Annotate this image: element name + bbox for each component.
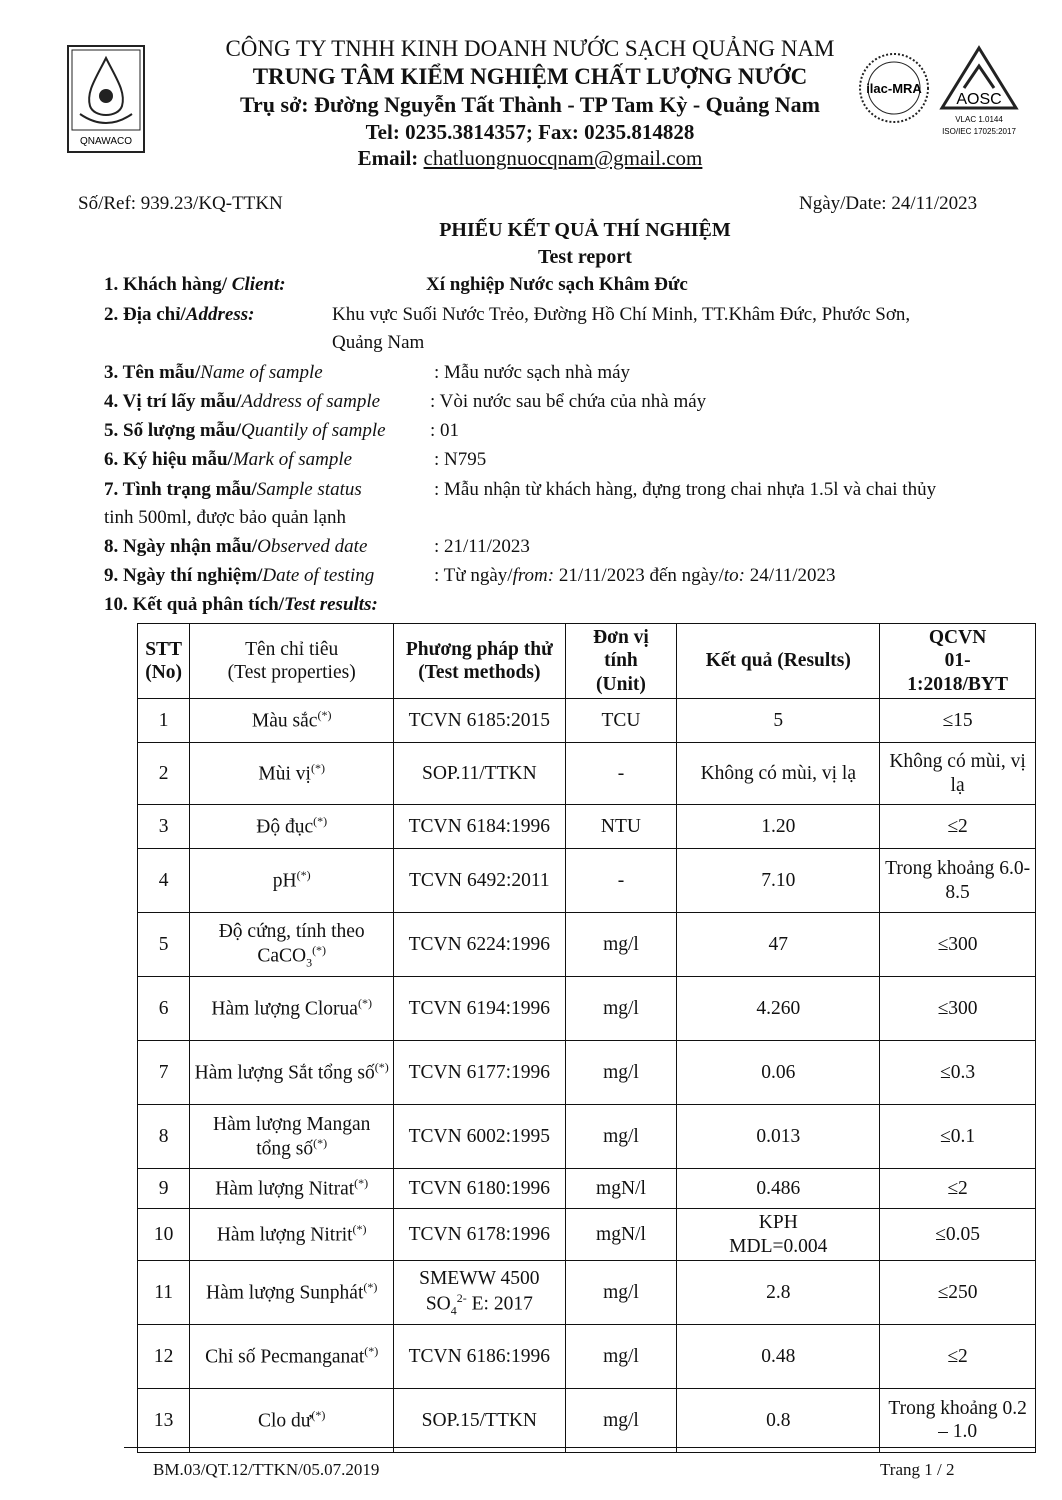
row-unit: TCU (565, 699, 677, 743)
row-property: Clo dư(*) (190, 1388, 394, 1452)
page-subtitle: Test report (538, 246, 632, 268)
row-unit: - (565, 849, 677, 913)
header-methods: Phương pháp thử (Test methods) (394, 624, 565, 699)
table-row (138, 1105, 1036, 1169)
row-result: 0.013 (677, 1105, 880, 1169)
row-unit: mg/l (565, 1041, 677, 1105)
row-property: Hàm lượng Sunphát(*) (190, 1260, 394, 1324)
sample-status-value-2: tinh 500ml, được bảo quản lạnh (104, 507, 346, 528)
row-no: 2 (138, 743, 190, 805)
table-row (138, 1324, 1036, 1388)
table-row (138, 913, 1036, 977)
row-property: Hàm lượng Sắt tổng số(*) (190, 1041, 394, 1105)
row-method: SOP.11/TTKN (394, 743, 565, 805)
row-no: 4 (138, 849, 190, 913)
row-unit: mg/l (565, 1105, 677, 1169)
row-method: TCVN 6178:1996 (394, 1209, 565, 1261)
table-header-row (138, 624, 1036, 699)
row-method: TCVN 6224:1996 (394, 913, 565, 977)
testing-date-label: 9. Ngày thí nghiệm/Date of testing (104, 565, 375, 586)
table-row (138, 1041, 1036, 1105)
header-stt: STT (No) (138, 624, 190, 699)
row-no: 1 (138, 699, 190, 743)
row-limit: Không có mùi, vị lạ (880, 743, 1036, 805)
row-limit: ≤2 (880, 1324, 1036, 1388)
row-result: 1.20 (677, 805, 880, 849)
table-row (138, 1169, 1036, 1209)
row-no: 11 (138, 1260, 190, 1324)
row-unit: NTU (565, 805, 677, 849)
row-method: SOP.15/TTKN (394, 1388, 565, 1452)
address-value-1: Khu vực Suối Nước Trẻo, Đường Hồ Chí Minh, TT.Khâm Đức, Phước Sơn, (332, 304, 911, 325)
row-limit: ≤0.1 (880, 1105, 1036, 1169)
observed-date-label: 8. Ngày nhận mẫu/Observed date (104, 536, 368, 557)
row-method: TCVN 6185:2015 (394, 699, 565, 743)
email-label: Email: (357, 146, 424, 170)
row-no: 3 (138, 805, 190, 849)
client-label: 1. Khách hàng/ Client: (104, 274, 286, 295)
row-limit: Trong khoảng 0.2 – 1.0 (880, 1388, 1036, 1452)
client-value: Xí nghiệp Nước sạch Khâm Đức (426, 274, 688, 295)
sample-name-label: 3. Tên mẫu/Name of sample (104, 362, 323, 383)
svg-text:AOSC: AOSC (956, 91, 1002, 108)
row-property: Màu sắc(*) (190, 699, 394, 743)
row-result: 0.8 (677, 1388, 880, 1452)
table-row (138, 849, 1036, 913)
row-unit: mg/l (565, 977, 677, 1041)
row-limit: ≤300 (880, 913, 1036, 977)
svg-text:ilac-MRA: ilac-MRA (866, 81, 922, 96)
center-name: TRUNG TÂM KIỂM NGHIỆM CHẤT LƯỢNG NƯỚC (252, 64, 808, 89)
svg-text:VLAC 1.0144: VLAC 1.0144 (955, 115, 1003, 124)
row-no: 6 (138, 977, 190, 1041)
row-method: TCVN 6177:1996 (394, 1041, 565, 1105)
row-unit: mgN/l (565, 1169, 677, 1209)
table-row (138, 1388, 1036, 1452)
row-limit: ≤250 (880, 1260, 1036, 1324)
row-limit: ≤0.3 (880, 1041, 1036, 1105)
page-number: Trang 1 / 2 (880, 1460, 955, 1479)
svg-text:QNAWACO: QNAWACO (79, 136, 133, 147)
form-code: BM.03/QT.12/TTKN/05.07.2019 (153, 1460, 380, 1479)
table-row (138, 743, 1036, 805)
sample-quantity-label: 5. Số lượng mẫu/Quantily of sample (104, 420, 386, 441)
row-property: Hàm lượng Nitrat(*) (190, 1169, 394, 1209)
sample-status-value-1: : Mẫu nhận từ khách hàng, đựng trong chai nhựa 1.5l và chai thủy (434, 479, 937, 500)
row-property: Hàm lượng Clorua(*) (190, 977, 394, 1041)
svg-text:ISO/IEC 17025:2017: ISO/IEC 17025:2017 (942, 127, 1016, 136)
row-property: Chỉ số Pecmanganat(*) (190, 1324, 394, 1388)
row-result: 47 (677, 913, 880, 977)
row-property: pH(*) (190, 849, 394, 913)
sample-location-label: 4. Vị trí lấy mẫu/Address of sample (104, 391, 381, 412)
row-result: 7.10 (677, 849, 880, 913)
client-row (104, 274, 286, 296)
results-table (137, 623, 1036, 1453)
row-no: 8 (138, 1105, 190, 1169)
header-email-line (150, 146, 910, 171)
row-no: 10 (138, 1209, 190, 1261)
footer-divider (124, 1447, 1036, 1448)
sample-name-value: : Mẫu nước sạch nhà máy (434, 362, 631, 383)
row-property: Độ đục(*) (190, 805, 394, 849)
row-method: TCVN 6002:1995 (394, 1105, 565, 1169)
email-link[interactable]: chatluongnuocqnam@gmail.com (423, 146, 703, 170)
row-property: Mùi vị(*) (190, 743, 394, 805)
row-result: 0.06 (677, 1041, 880, 1105)
row-property: Hàm lượng Mangan tổng số(*) (190, 1105, 394, 1169)
report-date: Ngày/Date: 24/11/2023 (799, 193, 978, 214)
table-row (138, 1260, 1036, 1324)
row-unit: mg/l (565, 913, 677, 977)
header-result: Kết quả (Results) (677, 624, 880, 699)
row-property: Độ cứng, tính theo CaCO$_3$(*) (190, 913, 394, 977)
header-unit: Đơn vị tính (Unit) (565, 624, 677, 699)
row-result: Không có mùi, vị lạ (677, 743, 880, 805)
row-method: SMEWW 4500 $SO_4^{2-}$ E: 2017 (394, 1260, 565, 1324)
table-row (138, 699, 1036, 743)
address-value-2: Quảng Nam (332, 332, 425, 353)
row-no: 7 (138, 1041, 190, 1105)
address-label: 2. Địa chỉ/Address: (104, 304, 255, 325)
table-row (138, 977, 1036, 1041)
page-title: PHIẾU KẾT QUẢ THÍ NGHIỆM (439, 219, 731, 241)
header-properties: Tên chỉ tiêu (Test properties) (190, 624, 394, 699)
aosc-logo (934, 44, 1024, 140)
table-row (138, 1209, 1036, 1261)
company-logo (66, 44, 146, 154)
row-method: TCVN 6180:1996 (394, 1169, 565, 1209)
row-unit: mgN/l (565, 1209, 677, 1261)
row-unit: mg/l (565, 1324, 677, 1388)
sample-mark-label: 6. Ký hiệu mẫu/Mark of sample (104, 449, 353, 470)
company-name: CÔNG TY TNHH KINH DOANH NƯỚC SẠCH QUẢNG NAM (225, 36, 835, 61)
row-unit: mg/l (565, 1260, 677, 1324)
row-limit: ≤2 (880, 1169, 1036, 1209)
row-result: 2.8 (677, 1260, 880, 1324)
row-limit: ≤300 (880, 977, 1036, 1041)
results-label: 10. Kết quả phân tích/Test results: (104, 594, 378, 615)
row-no: 13 (138, 1388, 190, 1452)
row-limit: ≤2 (880, 805, 1036, 849)
sample-location-value: : Vòi nước sau bể chứa của nhà máy (430, 391, 707, 412)
row-method: TCVN 6184:1996 (394, 805, 565, 849)
row-property: Hàm lượng Nitrit(*) (190, 1209, 394, 1261)
row-result: 5 (677, 699, 880, 743)
sample-mark-value: : N795 (434, 449, 487, 470)
row-unit: - (565, 743, 677, 805)
row-unit: mg/l (565, 1388, 677, 1452)
table-row (138, 805, 1036, 849)
row-limit: ≤0.05 (880, 1209, 1036, 1261)
row-result: KPH MDL=0.004 (677, 1209, 880, 1261)
row-limit: Trong khoảng 6.0-8.5 (880, 849, 1036, 913)
row-no: 5 (138, 913, 190, 977)
header-tel: Tel: 0235.3814357; Fax: 0235.814828 (365, 120, 695, 144)
sample-status-label: 7. Tình trạng mẫu/Sample status (104, 479, 362, 500)
row-result: 0.48 (677, 1324, 880, 1388)
row-result: 4.260 (677, 977, 880, 1041)
row-result: 0.486 (677, 1169, 880, 1209)
row-no: 12 (138, 1324, 190, 1388)
row-no: 9 (138, 1169, 190, 1209)
row-method: TCVN 6194:1996 (394, 977, 565, 1041)
header-qcvn: QCVN 01- 1:2018/BYT (880, 624, 1036, 699)
sample-quantity-value: : 01 (430, 420, 460, 441)
header-address: Trụ sở: Đường Nguyễn Tất Thành - TP Tam Kỳ - Quảng Nam (240, 92, 820, 117)
ref-number: Số/Ref: 939.23/KQ-TTKN (78, 193, 283, 214)
testing-date-value: : Từ ngày/from: 21/11/2023 đến ngày/to: 24/11/2023 (434, 565, 836, 586)
row-method: TCVN 6492:2011 (394, 849, 565, 913)
row-limit: ≤15 (880, 699, 1036, 743)
observed-date-value: : 21/11/2023 (434, 536, 530, 557)
row-method: TCVN 6186:1996 (394, 1324, 565, 1388)
